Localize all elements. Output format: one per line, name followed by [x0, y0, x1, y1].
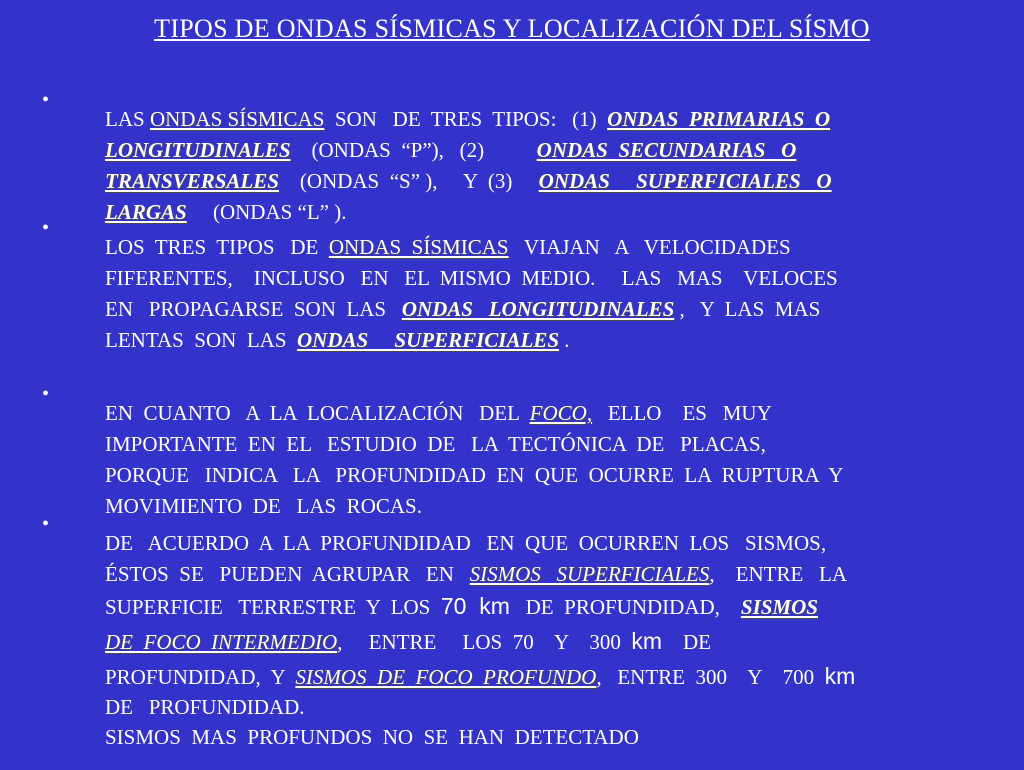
text-run: ELLO ES MUY [592, 401, 772, 425]
term-longitudinales: LONGITUDINALES [105, 138, 291, 162]
text-line [84, 706, 639, 769]
term-foco-profundo: SISMOS DE FOCO PROFUNDO [295, 665, 597, 689]
text-line [84, 309, 570, 372]
text-run: PORQUE INDICA LA PROFUNDIDAD EN QUE OCURRE LA RUPTURA Y [105, 463, 844, 487]
text-run: PROFUNDIDAD, Y [105, 665, 296, 689]
term-ondas-primarias: ONDAS PRIMARIAS O [607, 107, 831, 131]
term-largas: LARGAS [105, 200, 187, 224]
term-foco-intermedio: DE FOCO INTERMEDIO [105, 630, 338, 654]
bullet-dot: • [42, 513, 50, 535]
text-run: ÉSTOS SE PUEDEN AGRUPAR EN [105, 562, 470, 586]
term-transversales: TRANSVERSALES [105, 169, 279, 193]
text-run: LENTAS SON LAS [105, 328, 297, 352]
text-run: , Y LAS MAS [674, 297, 821, 321]
text-run: (ONDAS “P”), (2) [290, 138, 537, 162]
term-ondas-sismicas: ONDAS SÍSMICAS [328, 235, 509, 259]
term-ondas-sismicas: ONDAS SÍSMICAS [149, 107, 325, 131]
text-run: SUPERFICIE TERRESTRE Y LOS [105, 595, 441, 619]
slide-title: TIPOS DE ONDAS SÍSMICAS Y LOCALIZACIÓN DEL SÍSMO [154, 14, 870, 43]
bullet-dot: • [42, 217, 50, 239]
text-run: IMPORTANTE EN EL ESTUDIO DE LA TECTÓNICA DE PLACAS, [105, 432, 766, 456]
text-run: , ENTRE LA [709, 562, 848, 586]
text-run: VIAJAN A VELOCIDADES [508, 235, 791, 259]
text-run: EN PROPAGARSE SON LAS [105, 297, 402, 321]
text-run: , ENTRE 300 Y 700 [596, 665, 825, 689]
text-run: DE [662, 630, 711, 654]
value-70km: 70 km [440, 593, 510, 619]
term-sismos: SISMOS [740, 595, 818, 619]
text-run: DE ACUERDO A LA PROFUNDIDAD EN QUE OCURREN LOS SISMOS, [105, 531, 827, 555]
text-run: SISMOS MAS PROFUNDOS NO SE HAN DETECTADO [105, 725, 639, 749]
text-run: LAS [105, 107, 150, 131]
term-ondas-longitudinales: ONDAS LONGITUDINALES [401, 297, 675, 321]
unit-km: km [631, 628, 662, 654]
term-ondas-superficiales: ONDAS SUPERFICIALES [297, 328, 559, 352]
text-run: , ENTRE LOS 70 Y 300 [337, 630, 632, 654]
text-run: LOS TRES TIPOS DE [105, 235, 329, 259]
text-run: (ONDAS “S” ), Y (3) [278, 169, 539, 193]
bullet-dot: • [42, 89, 50, 111]
text-run: EN CUANTO A LA LOCALIZACIÓN DEL [105, 401, 530, 425]
text-run: MOVIMIENTO DE LAS ROCAS. [105, 494, 422, 518]
text-run: DE PROFUNDIDAD. [105, 695, 305, 719]
text-run: (ONDAS “L” ). [186, 200, 347, 224]
bullet-dot: • [42, 383, 50, 405]
text-run: . [559, 328, 570, 352]
term-ondas-secundarias: ONDAS SECUNDARIAS O [536, 138, 797, 162]
text-run: FIFERENTES, INCLUSO EN EL MISMO MEDIO. LAS MAS VELOCES [105, 266, 838, 290]
text-run: SON DE TRES TIPOS: (1) [324, 107, 608, 131]
unit-km: km [824, 663, 856, 689]
term-sismos-superficiales: SISMOS SUPERFICIALES [469, 562, 710, 586]
term-ondas-superficiales: ONDAS SUPERFICIALES O [538, 169, 832, 193]
term-foco: FOCO, [529, 401, 593, 425]
text-run: DE PROFUNDIDAD, [509, 595, 741, 619]
